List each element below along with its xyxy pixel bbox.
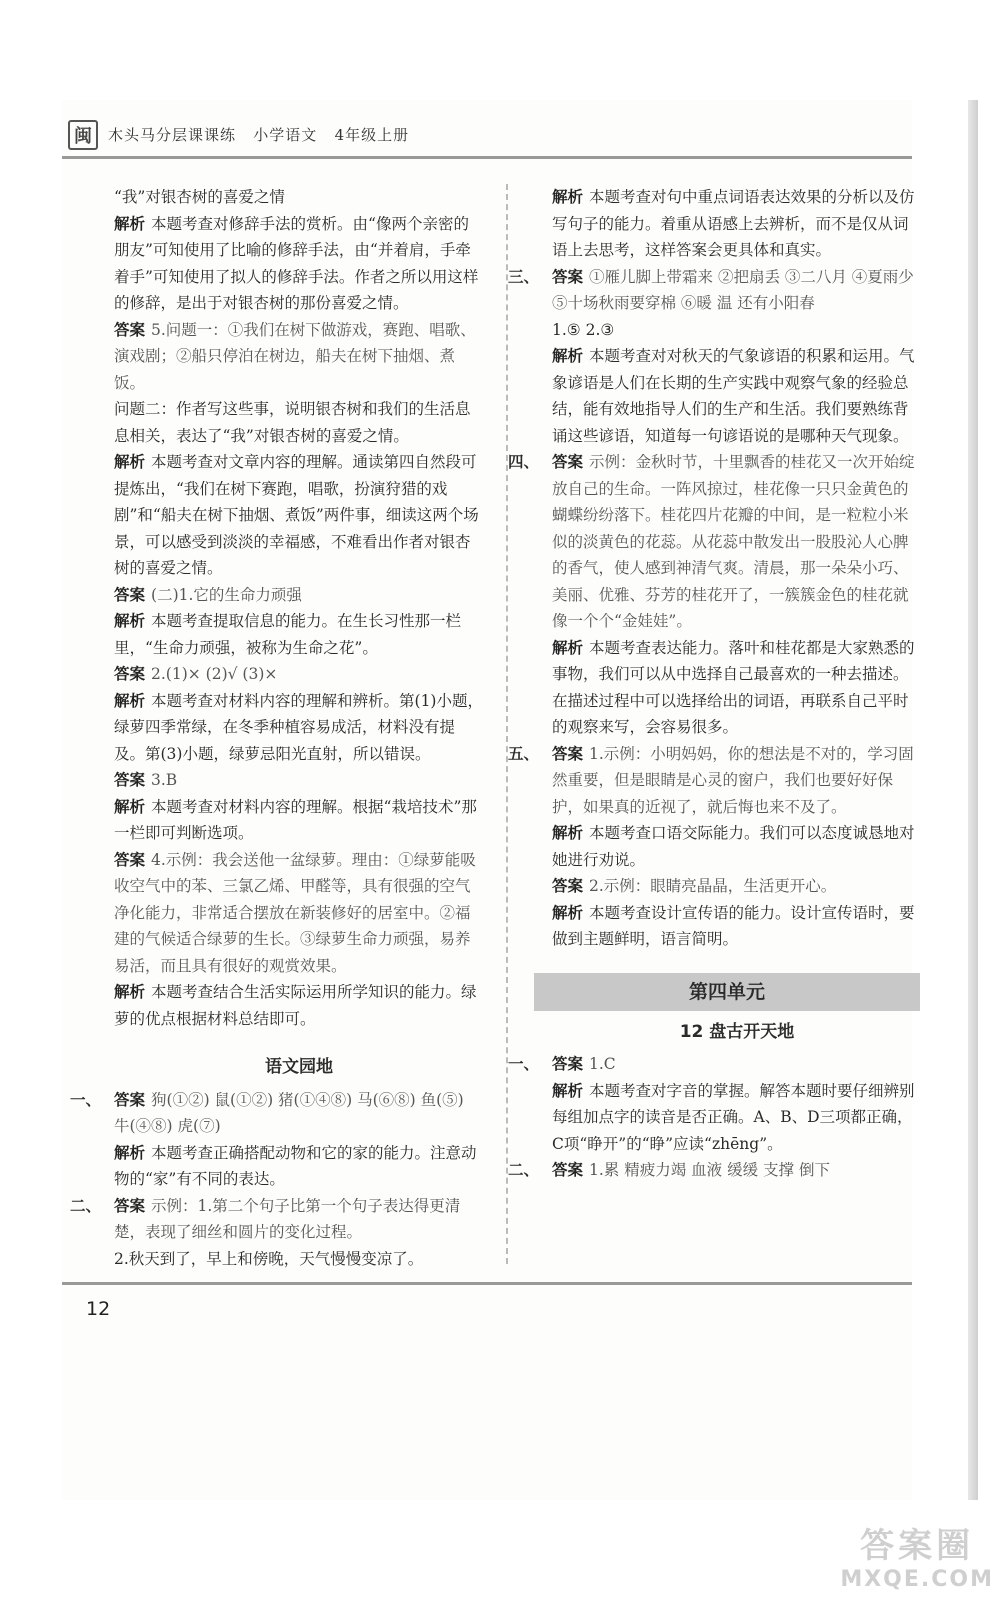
analysis-block bbox=[114, 794, 484, 847]
block-text: 5.问题一：①我们在树下做游戏，赛跑、唱歌、演戏剧；②船只停泊在树边，船夫在树下抽烟、煮饭。 bbox=[114, 320, 476, 392]
analysis-label: 解析 bbox=[552, 188, 584, 206]
answer-block bbox=[114, 317, 484, 397]
block-text: 本题考查对材料内容的理解和辨析。第(1)小题，绿萝四季常绿，在冬季种植容易成活，材料没有提及。第(3)小题，绿萝忌阳光直射，所以错误。 bbox=[114, 691, 483, 763]
analysis-block bbox=[114, 979, 484, 1032]
question-number: 二、 bbox=[508, 1161, 540, 1179]
analysis-label: 解析 bbox=[552, 638, 584, 657]
analysis-label: 解析 bbox=[114, 214, 146, 233]
analysis-block bbox=[114, 449, 484, 582]
question-number: 一、 bbox=[508, 1055, 540, 1073]
right-column bbox=[508, 184, 922, 1184]
answer-label: 答案 bbox=[114, 771, 146, 789]
block-text: 狗(①②) 鼠(①②) 猪(①④⑧) 马(⑥⑧) 鱼(⑤) 牛(④⑧) 虎(⑦) bbox=[114, 1090, 464, 1135]
analysis-label: 解析 bbox=[552, 1081, 584, 1100]
analysis-label: 解析 bbox=[552, 903, 584, 922]
block-text: 1.示例：小明妈妈，你的想法是不对的，学习固然重要，但是眼睛是心灵的窗户，我们也要好好保护，如果真的近视了，就后悔也来不及了。 bbox=[552, 744, 914, 816]
block-text: 本题考查对文章内容的理解。通读第四自然段可提炼出，“我们在树下赛跑，唱歌，扮演狩猎的戏剧”和“船夫在树下抽烟、煮饭”两件事，细读这两个场景，可以感受到淡淡的幸福感，不难看出作者对银杏树的喜爱之情。 bbox=[114, 453, 479, 577]
watermark bbox=[840, 1518, 994, 1592]
analysis-block bbox=[552, 343, 922, 449]
analysis-block bbox=[552, 184, 922, 264]
watermark-text: 答案圈 bbox=[860, 1526, 975, 1566]
analysis-label: 解析 bbox=[114, 453, 146, 471]
block-text: 本题考查正确搭配动物和它的家的能力。注意动物的“家”有不同的表达。 bbox=[114, 1143, 477, 1188]
answer-label: 答案 bbox=[114, 1196, 146, 1215]
analysis-label: 解析 bbox=[114, 797, 146, 816]
block-text: 示例：1.第二个句子比第一个句子表达得更清楚，表现了细丝和圆片的变化过程。 bbox=[114, 1196, 461, 1241]
answer-label: 答案 bbox=[552, 453, 584, 471]
analysis-label: 解析 bbox=[114, 1143, 146, 1162]
analysis-label: 解析 bbox=[114, 691, 146, 710]
text-block bbox=[114, 184, 484, 211]
answer-block bbox=[114, 582, 484, 609]
answer-label: 答案 bbox=[552, 1055, 584, 1073]
question-number: 五、 bbox=[508, 744, 540, 763]
answer-label: 答案 bbox=[552, 744, 584, 763]
answer-block bbox=[552, 873, 922, 900]
answer-block bbox=[70, 1087, 484, 1140]
unit-title-bar: 第四单元 bbox=[534, 973, 920, 1011]
answer-label: 答案 bbox=[552, 1161, 584, 1179]
publisher-logo: 闽 bbox=[68, 120, 98, 150]
block-text: 1.C bbox=[589, 1055, 616, 1073]
answer-block bbox=[114, 767, 484, 794]
question-number: 一、 bbox=[70, 1090, 102, 1109]
page-binding-edge bbox=[968, 100, 978, 1500]
block-text: “我”对银杏树的喜爱之情 bbox=[114, 188, 285, 206]
text-block bbox=[552, 317, 922, 344]
answer-label: 答案 bbox=[114, 585, 146, 604]
analysis-label: 解析 bbox=[552, 347, 584, 365]
block-text: 本题考查对句中重点词语表达效果的分析以及仿写句子的能力。着重从语感上去辨析，而不是仅从词语上去思考，这样答案会更具体和真实。 bbox=[552, 188, 915, 259]
answer-block bbox=[508, 449, 922, 635]
answer-label: 答案 bbox=[114, 665, 146, 683]
block-text: 本题考查口语交际能力。我们可以态度诚恳地对她进行劝说。 bbox=[552, 824, 915, 869]
question-number: 四、 bbox=[508, 453, 540, 471]
answer-block bbox=[508, 1157, 922, 1184]
block-text: 1.累 精疲力竭 血液 缓缓 支撑 倒下 bbox=[589, 1161, 830, 1179]
analysis-block bbox=[552, 900, 922, 953]
answer-label: 答案 bbox=[552, 267, 584, 286]
block-text: 本题考查对对秋天的气象谚语的积累和运用。气象谚语是人们在长期的生产实践中观察气象的经验总结，能有效地指导人们的生产和生活。我们要熟练背诵这些谚语，知道每一句谚语说的是哪种天气现象。 bbox=[552, 347, 915, 445]
text-block bbox=[114, 1246, 484, 1273]
block-text: 本题考查结合生活实际运用所学知识的能力。绿萝的优点根据材料总结即可。 bbox=[114, 983, 477, 1028]
answer-label: 答案 bbox=[114, 850, 146, 869]
left-column bbox=[70, 184, 484, 1272]
answer-label: 答案 bbox=[114, 320, 146, 339]
block-text: 本题考查设计宣传语的能力。设计宣传语时，要做到主题鲜明，语言简明。 bbox=[552, 903, 915, 948]
header-rule bbox=[62, 156, 912, 159]
block-text: 3.B bbox=[151, 771, 178, 789]
block-text: 本题考查表达能力。落叶和桂花都是大家熟悉的事物，我们可以从中选择自己最喜欢的一种去描述。在描述过程中可以选择给出的词语，再联系自己平时的观察来写，会容易很多。 bbox=[552, 638, 915, 736]
answer-block bbox=[70, 1193, 484, 1246]
answer-label: 答案 bbox=[552, 877, 584, 895]
block-text: 本题考查提取信息的能力。在生长习性那一栏里，“生命力顽强，被称为生命之花”。 bbox=[114, 612, 462, 657]
block-text: ①雁儿脚上带霜来 ②把扇丢 ③二八月 ④夏雨少 ⑤十场秋雨要穿棉 ⑥暖 温 还有小阳春 bbox=[552, 267, 914, 312]
block-text: 本题考查对材料内容的理解。根据“栽培技术”那一栏即可判断选项。 bbox=[114, 797, 477, 842]
analysis-block bbox=[552, 635, 922, 741]
analysis-label: 解析 bbox=[114, 983, 146, 1001]
block-text: 本题考查对修辞手法的赏析。由“像两个亲密的朋友”可知使用了比喻的修辞手法，由“并着肩，手牵着手”可知使用了拟人的修辞手法。作者之所以用这样的修辞，是出于对银杏树的那份喜爱之情。 bbox=[114, 214, 479, 312]
analysis-label: 解析 bbox=[552, 824, 584, 842]
block-text: 1.⑤ 2.③ bbox=[552, 320, 615, 339]
book-title: 木头马分层课课练 小学语文 4年级上册 bbox=[108, 126, 410, 144]
question-number: 二、 bbox=[70, 1196, 102, 1215]
analysis-block bbox=[114, 211, 484, 317]
page-number: 12 bbox=[86, 1298, 111, 1320]
block-text: 4.示例：我会送他一盆绿萝。理由：①绿萝能吸收空气中的苯、三氯乙烯、甲醛等，具有很强的空气净化能力，非常适合摆放在新装修好的居室中。②福建的气候适合绿萝的生长。③绿萝生命力顽强，易养易活，而且具有很好的观赏效果。 bbox=[114, 850, 476, 975]
block-text: (二)1.它的生命力顽强 bbox=[151, 585, 302, 604]
answer-block bbox=[508, 741, 922, 821]
analysis-block bbox=[114, 1140, 484, 1193]
answer-label: 答案 bbox=[114, 1090, 146, 1109]
analysis-block bbox=[114, 608, 484, 661]
column-divider bbox=[506, 184, 508, 1264]
block-text: 2.(1)× (2)√ (3)× bbox=[151, 665, 278, 683]
watermark-url: MXQE.COM bbox=[840, 1567, 994, 1592]
analysis-block bbox=[552, 820, 922, 873]
answer-block bbox=[508, 1051, 922, 1078]
lesson-title: 12 盘古开天地 bbox=[679, 1021, 795, 1042]
page-header bbox=[62, 120, 912, 160]
question-number: 三、 bbox=[508, 267, 540, 286]
analysis-block bbox=[114, 688, 484, 768]
analysis-label: 解析 bbox=[114, 612, 146, 630]
footer-rule bbox=[62, 1282, 912, 1285]
block-text: 2.秋天到了，早上和傍晚，天气慢慢变凉了。 bbox=[114, 1249, 424, 1268]
section-title: 语文园地 bbox=[265, 1057, 333, 1077]
block-text: 本题考查对字音的掌握。解答本题时要仔细辨别每组加点字的读音是否正确。A、B、D三项都正确，C项“睁开”的“睁”应读“zhēng”。 bbox=[552, 1081, 915, 1153]
document-page bbox=[62, 100, 915, 1500]
block-text: 问题二：作者写这些事，说明银杏树和我们的生活息息相关，表达了“我”对银杏树的喜爱之情。 bbox=[114, 400, 471, 445]
answer-block bbox=[114, 661, 484, 688]
answer-block bbox=[114, 847, 484, 980]
block-text: 2.示例：眼睛亮晶晶，生活更开心。 bbox=[589, 877, 837, 895]
analysis-block bbox=[552, 1078, 922, 1158]
block-text: 示例：金秋时节，十里飘香的桂花又一次开始绽放自己的生命。一阵风掠过，桂花像一只只金黄色的蝴蝶纷纷落下。桂花四片花瓣的中间，是一粒粒小米似的淡黄色的花蕊。从花蕊中散发出一股股沁人心脾的香气，使人感到神清气爽。清晨，那一朵朵小巧、美丽、优雅、芬芳的桂花开了，一簇簇金色的桂花就像一个个“金娃娃”。 bbox=[552, 453, 915, 630]
text-block bbox=[114, 396, 484, 449]
answer-block bbox=[508, 264, 922, 317]
